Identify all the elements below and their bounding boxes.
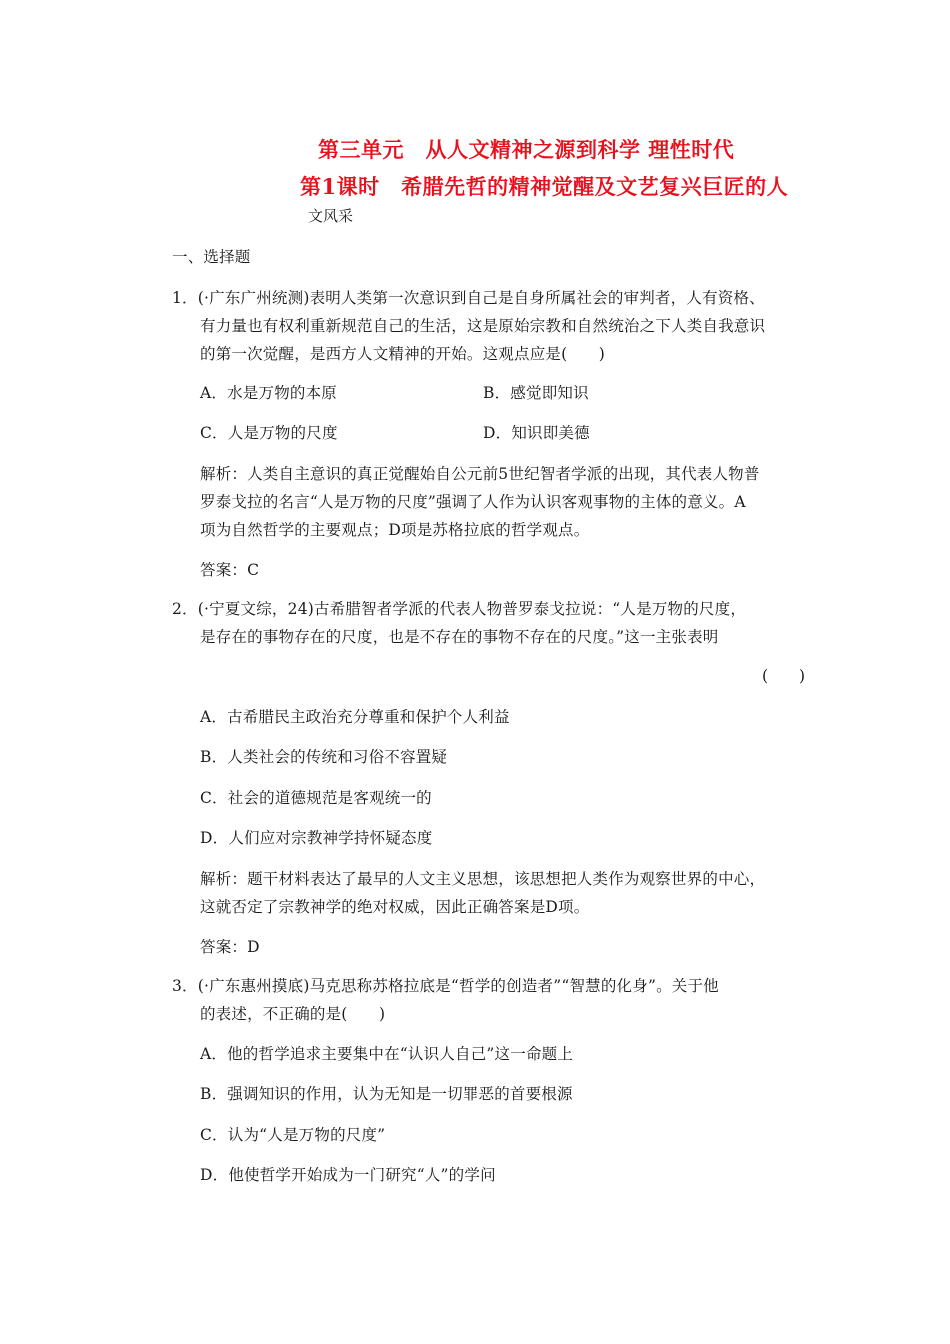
q1-option-d: D．知识即美德 <box>483 424 590 442</box>
section-heading: 一、选择题 <box>172 248 251 266</box>
q1-stem-line3: 的第一次觉醒，是西方人文精神的开始。这观点应是( ) <box>200 345 605 363</box>
q3-option-b: B．强调知识的作用，认为无知是一切罪恶的首要根源 <box>200 1085 573 1103</box>
lesson-title-continuation: 文风采 <box>308 207 354 225</box>
unit-title: 第三单元 从人文精神之源到科学 理性时代 <box>318 137 735 162</box>
q2-option-b: B．人类社会的传统和习俗不容置疑 <box>200 748 448 766</box>
q2-analysis-line1: 解析：题干材料表达了最早的人文主义思想，该思想把人类作为观察世界的中心， <box>200 870 766 888</box>
q1-stem-line1: 1．(·广东广州统测)表明人类第一次意识到自己是自身所属社会的审判者，人有资格、 <box>172 289 765 307</box>
q3-stem-line2: 的表述，不正确的是( ) <box>200 1005 386 1023</box>
q1-option-a: A．水是万物的本原 <box>200 384 337 402</box>
q2-answer-bracket: ( ) <box>762 667 806 685</box>
q1-option-c: C．人是万物的尺度 <box>200 424 338 442</box>
q1-option-b: B．感觉即知识 <box>483 384 589 402</box>
q3-option-c: C．认为“人是万物的尺度” <box>200 1126 386 1144</box>
q1-answer: 答案：C <box>200 561 260 579</box>
q2-answer: 答案：D <box>200 938 260 956</box>
q3-option-a: A．他的哲学追求主要集中在“认识人自己”这一命题上 <box>200 1045 574 1063</box>
q2-option-c: C．社会的道德规范是客观统一的 <box>200 789 432 807</box>
q1-analysis-line3: 项为自然哲学的主要观点；D项是苏格拉底的哲学观点。 <box>200 521 590 539</box>
q1-stem-line2: 有力量也有权利重新规范自己的生活，这是原始宗教和自然统治之下人类自我意识 <box>200 317 766 335</box>
q2-stem-line1: 2．(·宁夏文综，24)古希腊智者学派的代表人物普罗泰戈拉说：“人是万物的尺度， <box>172 600 747 618</box>
q1-analysis-line2: 罗泰戈拉的名言“人是万物的尺度”强调了人作为认识客观事物的主体的意义。A <box>200 493 746 511</box>
q2-stem-line2: 是存在的事物存在的尺度，也是不存在的事物不存在的尺度。”这一主张表明 <box>200 628 719 646</box>
q1-analysis-line1: 解析：人类自主意识的真正觉醒始自公元前5世纪智者学派的出现，其代表人物普 <box>200 465 760 483</box>
q2-analysis-line2: 这就否定了宗教神学的绝对权威，因此正确答案是D项。 <box>200 898 590 916</box>
lesson-title: 第1课时 希腊先哲的精神觉醒及文艺复兴巨匠的人 <box>300 174 789 199</box>
q2-option-a: A．古希腊民主政治充分尊重和保护个人利益 <box>200 708 510 726</box>
q3-stem-line1: 3．(·广东惠州摸底)马克思称苏格拉底是“哲学的创造者”“智慧的化身”。关于他 <box>172 977 719 995</box>
q3-option-d: D．他使哲学开始成为一门研究“人”的学问 <box>200 1166 496 1184</box>
q2-option-d: D．人们应对宗教神学持怀疑态度 <box>200 829 433 847</box>
